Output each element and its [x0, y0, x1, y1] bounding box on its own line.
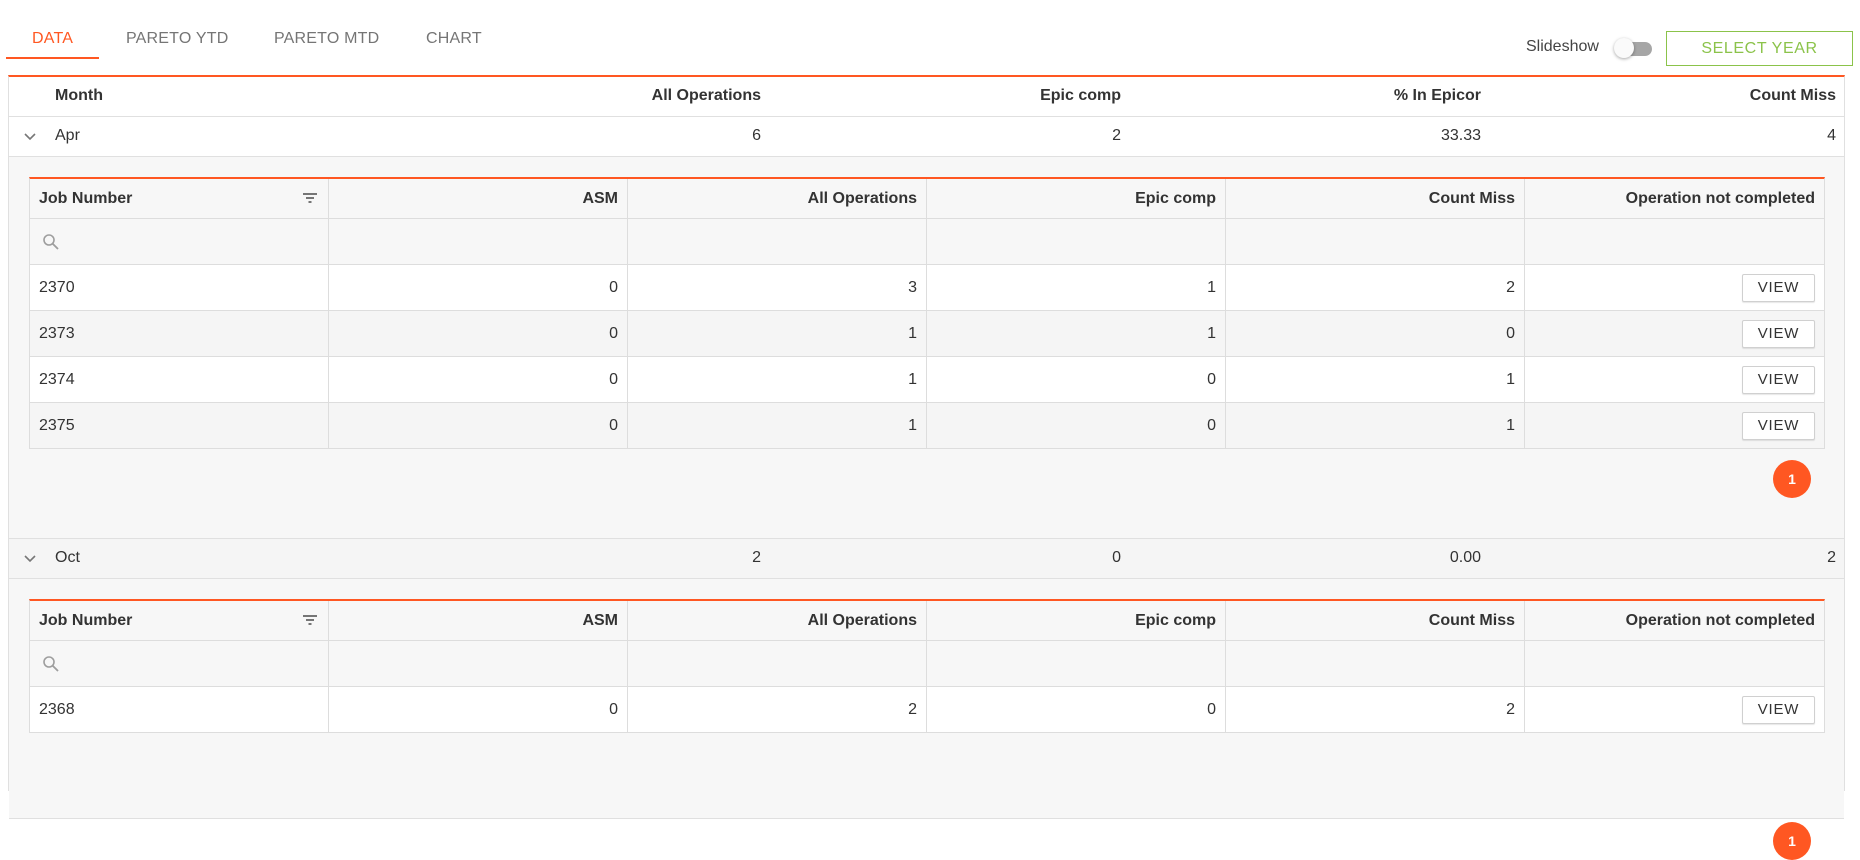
asm-cell: 0 [609, 278, 618, 296]
select-year-button[interactable]: SELECT YEAR [1666, 31, 1853, 66]
group-pct-in-epicor: 33.33 [1440, 127, 1481, 144]
header-label: Operation not completed [1625, 189, 1815, 207]
pagination-page-button[interactable]: 1 [1773, 822, 1811, 860]
filter-icon[interactable] [302, 191, 318, 205]
asm-cell: 0 [609, 700, 618, 718]
header-label: Epic comp [1135, 189, 1216, 207]
filter-cell [1226, 219, 1525, 264]
filter-cell [927, 219, 1226, 264]
job-number-cell: 2373 [39, 324, 75, 342]
asm-cell: 0 [609, 416, 618, 434]
header-label: ASM [582, 611, 618, 629]
group-row-apr[interactable] [9, 117, 1844, 157]
all-operations-cell: 2 [908, 700, 917, 718]
group-all-operations: 2 [752, 549, 761, 566]
all-operations-cell: 1 [908, 416, 917, 434]
column-header-operation-not-completed[interactable] [1525, 179, 1824, 218]
all-operations-cell: 1 [908, 324, 917, 342]
group-epic-comp: 2 [1112, 127, 1121, 144]
column-header-all-operations[interactable] [628, 601, 927, 640]
filter-cell [628, 219, 927, 264]
tab-pareto-ytd[interactable]: PARETO YTD [126, 30, 229, 47]
asm-cell: 0 [609, 370, 618, 388]
column-header-month[interactable]: Month [55, 87, 103, 104]
group-epic-comp: 0 [1112, 549, 1121, 566]
column-header-operation-not-completed[interactable] [1525, 601, 1824, 640]
group-month: Oct [55, 549, 80, 566]
column-header-asm[interactable] [329, 179, 628, 218]
filter-cell [1525, 641, 1824, 686]
count-miss-cell: 2 [1506, 700, 1515, 718]
filter-row [30, 219, 1824, 265]
tab-pareto-mtd[interactable]: PARETO MTD [274, 30, 380, 47]
tab-chart[interactable]: CHART [426, 30, 482, 47]
group-count-miss: 4 [1827, 127, 1836, 144]
job-number-search-input[interactable] [30, 219, 329, 264]
header-label: All Operations [807, 189, 917, 207]
group-all-operations: 6 [752, 127, 761, 144]
all-operations-cell: 3 [908, 278, 917, 296]
detail-grid [29, 177, 1825, 449]
search-icon [42, 655, 60, 673]
job-number-search-input[interactable] [30, 641, 329, 686]
column-header-asm[interactable] [329, 601, 628, 640]
header-label: ASM [582, 189, 618, 207]
epic-comp-cell: 0 [1207, 370, 1216, 388]
grid-header-row [9, 77, 1844, 117]
count-miss-cell: 2 [1506, 278, 1515, 296]
header-label: Epic comp [1135, 611, 1216, 629]
column-header-epic-comp[interactable] [927, 179, 1226, 218]
filter-cell [329, 219, 628, 264]
header-label: Count Miss [1428, 189, 1515, 207]
epic-comp-cell: 0 [1207, 700, 1216, 718]
tab-data[interactable]: DATA [32, 30, 74, 47]
chevron-down-icon[interactable] [23, 553, 37, 563]
tab-bar [0, 0, 1860, 60]
column-header-all-operations[interactable] [628, 179, 927, 218]
all-operations-cell: 1 [908, 370, 917, 388]
column-header-pct-in-epicor[interactable]: % In Epicor [1393, 87, 1481, 104]
view-button[interactable]: VIEW [1742, 366, 1815, 394]
count-miss-cell: 1 [1506, 416, 1515, 434]
header-label: Operation not completed [1625, 611, 1815, 629]
column-header-job-number[interactable] [30, 179, 329, 218]
table-row [30, 265, 1824, 311]
table-row [30, 403, 1824, 449]
detail-header-row [30, 179, 1824, 219]
slideshow-label: Slideshow [1526, 38, 1599, 55]
detail-grid [29, 599, 1825, 733]
group-count-miss: 2 [1827, 549, 1836, 566]
epic-comp-cell: 1 [1207, 278, 1216, 296]
detail-header-row [30, 601, 1824, 641]
filter-cell [1226, 641, 1525, 686]
slideshow-toggle[interactable] [1612, 38, 1652, 58]
count-miss-cell: 0 [1506, 324, 1515, 342]
column-header-count-miss[interactable] [1226, 179, 1525, 218]
filter-cell [1525, 219, 1824, 264]
header-label: Job Number [39, 611, 133, 629]
view-button[interactable]: VIEW [1742, 696, 1815, 724]
table-row [30, 311, 1824, 357]
job-number-cell: 2374 [39, 370, 75, 388]
data-grid [8, 75, 1845, 849]
header-label: Count Miss [1428, 611, 1515, 629]
detail-panel-apr [9, 157, 1844, 539]
filter-row [30, 641, 1824, 687]
active-tab-indicator [6, 57, 99, 59]
job-number-cell: 2375 [39, 416, 75, 434]
filter-cell [628, 641, 927, 686]
table-row [30, 357, 1824, 403]
view-button[interactable]: VIEW [1742, 320, 1815, 348]
toggle-thumb [1614, 38, 1634, 58]
view-button[interactable]: VIEW [1742, 412, 1815, 440]
pagination-page-button[interactable]: 1 [1773, 460, 1811, 498]
chevron-down-icon[interactable] [23, 131, 37, 141]
count-miss-cell: 1 [1506, 370, 1515, 388]
column-header-job-number[interactable] [30, 601, 329, 640]
column-header-count-miss[interactable]: Count Miss [1749, 87, 1836, 104]
filter-cell [329, 641, 628, 686]
filter-cell [927, 641, 1226, 686]
job-number-cell: 2368 [39, 700, 75, 718]
column-header-count-miss[interactable] [1226, 601, 1525, 640]
view-button[interactable]: VIEW [1742, 274, 1815, 302]
search-icon [42, 233, 60, 251]
group-month: Apr [55, 127, 80, 144]
epic-comp-cell: 0 [1207, 416, 1216, 434]
column-header-all-operations[interactable]: All Operations [651, 87, 761, 104]
column-header-epic-comp[interactable] [927, 601, 1226, 640]
table-row [30, 687, 1824, 733]
epic-comp-cell: 1 [1207, 324, 1216, 342]
header-label: Job Number [39, 189, 133, 207]
job-number-cell: 2370 [39, 278, 75, 296]
column-header-epic-comp[interactable]: Epic comp [1040, 87, 1121, 104]
detail-panel-oct [9, 579, 1844, 849]
filter-icon[interactable] [302, 613, 318, 627]
asm-cell: 0 [609, 324, 618, 342]
header-label: All Operations [807, 611, 917, 629]
group-pct-in-epicor: 0.00 [1449, 549, 1481, 566]
group-row-oct[interactable] [9, 539, 1844, 579]
